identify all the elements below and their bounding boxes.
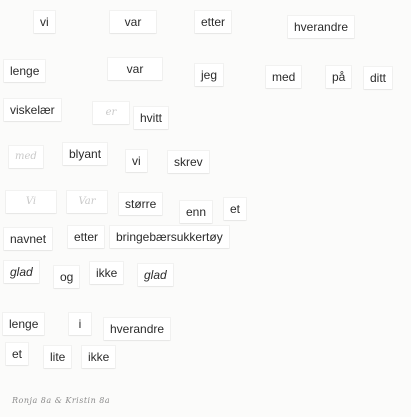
word-card[interactable]: hverandre	[288, 16, 354, 38]
handwritten-signature: Ronja 8a & Kristin 8a	[12, 396, 111, 405]
word-card[interactable]: og	[54, 266, 79, 288]
word-card[interactable]: hverandre	[104, 318, 170, 340]
word-card[interactable]: etter	[68, 226, 104, 248]
word-card[interactable]: et	[6, 343, 28, 365]
word-card[interactable]: vi	[34, 11, 55, 33]
word-card[interactable]: Var	[67, 191, 107, 213]
word-card[interactable]: bringebærsukkertøy	[110, 226, 229, 248]
word-card[interactable]: glad	[138, 264, 173, 286]
word-card[interactable]: enn	[180, 201, 212, 223]
word-card[interactable]: er	[93, 102, 129, 124]
word-card[interactable]: ikke	[82, 346, 115, 368]
word-card[interactable]: blyant	[63, 143, 107, 165]
word-card[interactable]: viskelær	[4, 99, 61, 121]
word-card[interactable]: var	[110, 11, 156, 33]
word-card[interactable]: glad	[4, 261, 39, 283]
word-card[interactable]: etter	[195, 11, 231, 33]
word-card[interactable]: lite	[44, 346, 71, 368]
word-card[interactable]: lenge	[4, 60, 45, 82]
word-card[interactable]: skrev	[168, 151, 209, 173]
word-card[interactable]: med	[266, 66, 301, 88]
word-card[interactable]: vi	[126, 150, 147, 172]
word-card[interactable]: et	[224, 198, 246, 220]
word-card[interactable]: navnet	[4, 228, 52, 250]
word-card[interactable]: ikke	[90, 262, 123, 284]
word-card[interactable]: jeg	[195, 64, 223, 86]
word-card[interactable]: på	[326, 66, 351, 88]
word-card[interactable]: større	[119, 193, 162, 215]
word-card[interactable]: hvitt	[134, 107, 168, 129]
word-card[interactable]: med	[9, 146, 43, 168]
word-card[interactable]: i	[69, 313, 91, 335]
word-card[interactable]: Vi	[6, 191, 56, 213]
word-card[interactable]: lenge	[3, 313, 44, 335]
word-card[interactable]: ditt	[364, 67, 392, 89]
word-card[interactable]: var	[108, 58, 162, 80]
